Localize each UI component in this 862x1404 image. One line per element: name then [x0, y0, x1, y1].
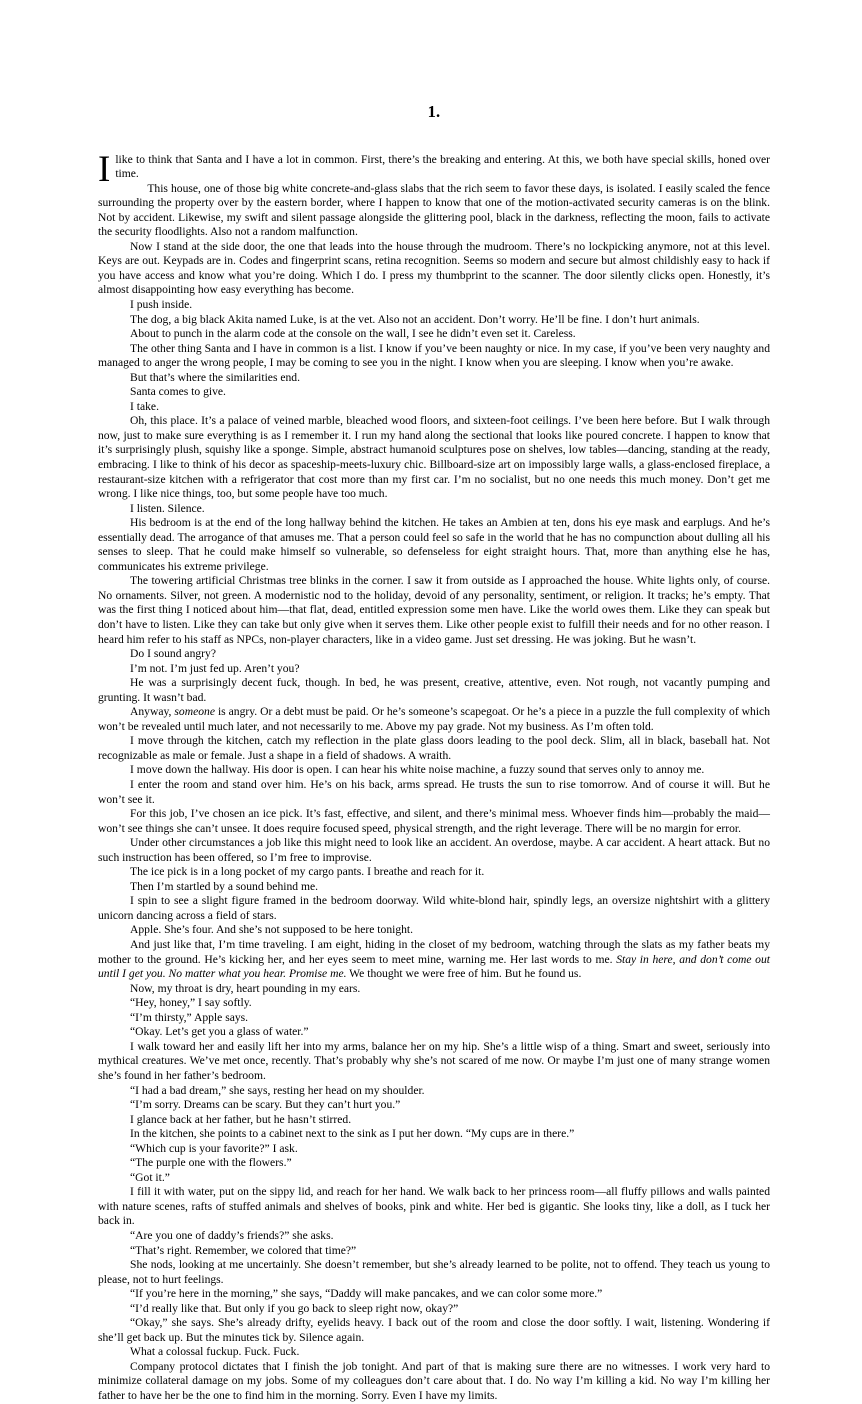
paragraph	[98, 734, 770, 763]
page-content	[98, 0, 770, 1404]
text-run: The other thing Santa and I have in common is a list. I know if you’ve been naughty or nice. In my case, if you’ve been very naughty and managed to anger the wrong people, I may be coming to see you in the night. I know when you are sleeping. I know when you’re awake.	[98, 341, 770, 370]
text-run: Anyway,	[130, 705, 175, 719]
paragraph	[98, 647, 770, 662]
text-run: She nods, looking at me uncertainly. She doesn’t remember, but she’s already learned to be polite, not to offend. They teach us young to please, not to hurt feelings.	[98, 1258, 770, 1286]
paragraph	[98, 148, 770, 190]
text-run: “I’m sorry. Dreams can be scary. But they can’t hurt you.”	[130, 1098, 401, 1112]
paragraph	[98, 1244, 770, 1259]
text-run: I walk toward her and easily lift her into my arms, balance her on my hip. She’s a little wisp of a thing. Smart and sweet, seriously into mythical creatures. We’ve met once, recently. That’s probably why she’s not scared of me now. Or maybe I’m just one of many strange women she’s found in her father’s bedroom.	[98, 1039, 770, 1082]
paragraph	[98, 182, 770, 240]
text-run: I glance back at her father, but he hasn’t stirred.	[130, 1112, 352, 1126]
text-run: “Okay,” she says. She’s already drifty, eyelids heavy. I back out of the room and close the door softly. I wait, listening. Wondering if she’ll get back up. But the minutes tick by. Silence again.	[98, 1316, 770, 1344]
paragraph	[98, 1258, 770, 1287]
paragraph	[98, 880, 770, 895]
text-run: I move through the kitchen, catch my reflection in the plate glass doors leading to the pool deck. Slim, all in black, baseball hat. Not recognizable as male or female. Just a shape in a field of shadows. A wraith.	[98, 734, 770, 762]
text-run: For this job, I’ve chosen an ice pick. It’s fast, effective, and silent, and there’s minimal mess. Whoever finds him—probably the maid—won’t see things she can’t unsee. It does require focused speed, physical strength, and the right leverage. There will be no margin for error.	[98, 807, 770, 835]
text-run: His bedroom is at the end of the long hallway behind the kitchen. He takes an Ambien at ten, dons his eye mask and earplugs. And he’s essentially dead. The arrogance of that amuses me. That a person could feel so safe in the world that he has no compunction about dulling all his senses to sleep. That he could make himself so vulnerable, so defenseless for eight straight hours. That, more than anything else he has, communicates his extreme privilege.	[98, 516, 770, 573]
text-run: “If you’re here in the morning,” she says, “Daddy will make pancakes, and we can color some more.”	[130, 1287, 603, 1301]
paragraph	[98, 400, 770, 415]
text-run: Then I’m startled by a sound behind me.	[130, 879, 319, 893]
text-run: Now, my throat is dry, heart pounding in my ears.	[130, 981, 361, 995]
text-run: Company protocol dictates that I finish the job tonight. And part of that is making sure there are no witnesses. I work very hard to minimize collateral damage on my jobs. Some of my colleagues don’t care about that. I do. No way I’m killing a kid. No way I’m killing her father to have her be the one to find him in the morning. Sorry. Even I have my limits.	[98, 1359, 770, 1402]
paragraph	[98, 705, 770, 734]
paragraph	[98, 502, 770, 517]
paragraph	[98, 313, 770, 328]
paragraph	[98, 1316, 770, 1345]
text-run: This house, one of those big white concrete-and-glass slabs that the rich seem to favor these days, is isolated. I easily scaled the fence surrounding the property over by the eastern border, where I happen to know that one of the motion-activated security cameras is on the blink. Not by accident. Likewise, my swift and silent passage alongside the glittering pool, black in the darkness, reflecting the moon, fails to activate the security floodlights. Also not a random malfunction.	[98, 181, 770, 239]
paragraph	[98, 1185, 770, 1229]
text-run: Under other circumstances a job like this might need to look like an accident. An overdose, maybe. A car accident. A heart attack. But no such instruction has been offered, so I’m free to improvise.	[98, 836, 770, 864]
text-run: “Which cup is your favorite?” I ask.	[130, 1141, 298, 1155]
text-run: About to punch in the alarm code at the console on the wall, I see he didn’t even set it. Careless.	[130, 327, 576, 341]
paragraph	[98, 894, 770, 923]
paragraph	[98, 371, 770, 386]
text-run: “I’d really like that. But only if you go back to sleep right now, okay?”	[130, 1301, 459, 1315]
text-run: “I had a bad dream,” she says, resting her head on my shoulder.	[130, 1083, 425, 1097]
text-run: I take.	[130, 399, 159, 413]
paragraph	[98, 1040, 770, 1084]
paragraph	[98, 1025, 770, 1040]
paragraph	[98, 938, 770, 982]
text-run: “The purple one with the flowers.”	[130, 1156, 292, 1170]
paragraph	[98, 836, 770, 865]
paragraph	[98, 982, 770, 997]
chapter-body-text	[98, 121, 770, 1404]
paragraph	[98, 1287, 770, 1302]
paragraph	[98, 298, 770, 313]
paragraph	[98, 676, 770, 705]
paragraph	[98, 414, 770, 501]
paragraph	[98, 1084, 770, 1099]
text-run: Santa comes to give.	[130, 385, 226, 399]
paragraph	[98, 574, 770, 647]
text-run: But that’s where the similarities end.	[130, 370, 301, 384]
paragraph	[98, 763, 770, 778]
paragraph	[98, 1127, 770, 1142]
paragraph	[98, 778, 770, 807]
drop-cap: I	[98, 148, 111, 190]
paragraph	[98, 1142, 770, 1157]
paragraph	[98, 807, 770, 836]
text-run: “Hey, honey,” I say softly.	[130, 996, 252, 1010]
text-run: He was a surprisingly decent fuck, though. In bed, he was present, creative, attentive, even. Not rough, not vacantly pumping and grunting. It wasn’t bad.	[98, 676, 770, 704]
paragraph	[98, 1345, 770, 1360]
paragraph	[98, 1302, 770, 1317]
text-run: is angry. Or a debt must be paid. Or he’s someone’s scapegoat. Or he’s a piece in a puzzle the full complexity of which won’t be revealed until much later, and not necessarily to me. Above my pay grade. Not my business. As I’m often told.	[98, 705, 770, 733]
text-run: I listen. Silence.	[130, 501, 205, 515]
text-run: What a colossal fuckup. Fuck. Fuck.	[130, 1345, 300, 1359]
paragraph	[98, 342, 770, 371]
paragraph	[98, 1360, 770, 1404]
text-run: “I’m thirsty,” Apple says.	[130, 1010, 249, 1024]
text-run: I’m not. I’m just fed up. Aren’t you?	[130, 661, 300, 675]
text-run: “Got it.”	[130, 1170, 170, 1184]
text-run: I fill it with water, put on the sippy lid, and reach for her hand. We walk back to her princess room—all fluffy pillows and walls painted with nature scenes, rafts of stuffed animals and shelves of books, pink and white. Her bed is gigantic. She looks tiny, like a doll, as I tuck her back in.	[98, 1185, 770, 1228]
paragraph	[98, 996, 770, 1011]
text-run: I enter the room and stand over him. He’s on his back, arms spread. He trusts the sun to rise tomorrow. And of course it will. But he won’t see it.	[98, 778, 770, 806]
text-run: I push inside.	[130, 297, 193, 311]
text-run: “That’s right. Remember, we colored that time?”	[130, 1243, 357, 1257]
text-run: “Are you one of daddy’s friends?” she asks.	[130, 1228, 334, 1242]
paragraph	[98, 1171, 770, 1186]
paragraph	[98, 1229, 770, 1244]
paragraph	[98, 865, 770, 880]
text-run: We thought we were free of him. But he found us.	[346, 967, 582, 981]
paragraph	[98, 516, 770, 574]
text-run: The towering artificial Christmas tree blinks in the corner. I saw it from outside as I approached the house. White lights only, of course. No ornaments. Silver, not green. A modernistic nod to the holiday, devoid of any personality, sentiment, or religion. It tracks; he’s empty. That was the first thing I noticed about him—that flat, dead, entitled expression some men have. Like the world owes them. Like they can speak but don’t have to listen. Like they can take but only give when it serves them. Like other people exist to fulfill their needs and for no other reason. I heard him refer to his staff as NPCs, non-player characters, like in a video game. Just set dressing. He was joking. But he wasn’t.	[98, 574, 770, 646]
text-run: I spin to see a slight figure framed in the bedroom doorway. Wild white-blond hair, spindly legs, an oversize nightshirt with a glittery unicorn dancing across a field of stars.	[98, 894, 770, 922]
emphasis-text: someone	[174, 705, 215, 719]
text-run: Apple. She’s four. And she’s not supposed to be here tonight.	[130, 923, 414, 937]
chapter-heading: 1.	[427, 102, 441, 121]
paragraph	[98, 327, 770, 342]
text-run: The dog, a big black Akita named Luke, is at the vet. Also not an accident. Don’t worry. He’ll be fine. I don’t hurt animals.	[130, 312, 700, 326]
paragraph	[98, 240, 770, 298]
paragraph	[98, 662, 770, 677]
text-run: Oh, this place. It’s a palace of veined marble, bleached wood floors, and sixteen-foot ceilings. I’ve been here before. But I walk through now, just to make sure everything is as I remember it. I run my hand along the sectional that looks like poured concrete. I happen to know that it’s surprisingly plush, squishy like a sponge. Simple, abstract humanoid sculptures pose on shelves, low tables—dancing, standing at the ready, embracing. I like to think of his decor as spaceship-meets-luxury chic. Billboard-size art on impossibly large walls, a glass-enclosed fireplace, a restaurant-size kitchen with a refrigerator that cost more than my first car. I’m no socialist, but no one needs this much money. Don’t get me wrong. I like nice things, too, but some people have too much.	[98, 414, 770, 501]
text-run: Do I sound angry?	[130, 647, 216, 661]
paragraph	[98, 385, 770, 400]
paragraph	[98, 923, 770, 938]
text-run: And just like that, I’m time traveling. I am eight, hiding in the closet of my bedroom, watching through the slats as my father beats my mother to the ground. He’s kicking her, and her eyes seem to meet mine, warning me. Her last words to me.	[98, 938, 770, 966]
text-run: like to think that Santa and I have a lot in common. First, there’s the breaking and entering. At this, we both have special skills, honed over time.	[115, 152, 770, 181]
text-run: In the kitchen, she points to a cabinet next to the sink as I put her down. “My cups are in there.”	[130, 1127, 575, 1141]
paragraph	[98, 1098, 770, 1113]
text-run: Now I stand at the side door, the one that leads into the house through the mudroom. There’s no lockpicking anymore, not at this level. Keys are out. Keypads are in. Codes and fingerprint scans, retina recognition. Seems so modern and secure but almost childishly easy to hack if you have access and know what you’re doing. Which I do. I press my thumbprint to the scanner. The door silently clicks open. Honestly, it’s almost disappointing how easy everything has become.	[98, 239, 770, 297]
paragraph	[98, 1156, 770, 1171]
text-run: I move down the hallway. His door is open. I can hear his white noise machine, a fuzzy sound that serves only to annoy me.	[130, 763, 705, 777]
text-run: The ice pick is in a long pocket of my cargo pants. I breathe and reach for it.	[130, 865, 485, 879]
emphasis-text: Stay in here, and don’t come out until I get you. No matter what you hear. Promise me.	[98, 952, 770, 981]
paragraph	[98, 1011, 770, 1026]
text-run: “Okay. Let’s get you a glass of water.”	[130, 1025, 309, 1039]
